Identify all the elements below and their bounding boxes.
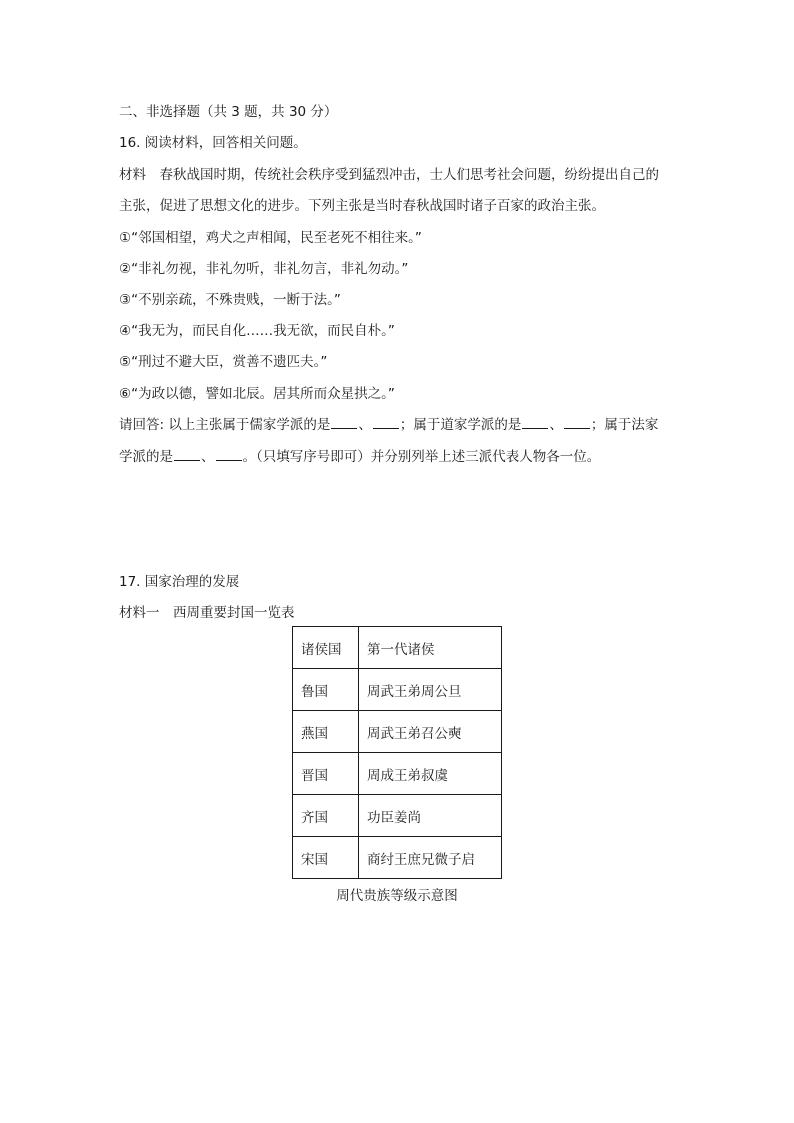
blank-separator: 、 xyxy=(201,449,215,465)
table-cell-state: 齐国 xyxy=(293,795,359,837)
answer-prompt-text: ；属于法家 xyxy=(590,417,659,433)
q16-material-line-2: 主张，促进了思想文化的进步。下列主张是当时春秋战国时诸子百家的政治主张。 xyxy=(119,198,605,214)
table-cell-state: 燕国 xyxy=(293,711,359,753)
q16-item-3: ③“不别亲疏，不殊贵贱，一断于法。” xyxy=(119,292,341,308)
q16-item-6: ⑥“为政以德，譬如北辰。居其所而众星拱之。” xyxy=(119,386,395,402)
answer-prompt-text: ；属于道家学派的是 xyxy=(399,417,522,433)
q17-material-label: 材料一 西周重要封国一览表 xyxy=(119,605,295,621)
blank-separator: 、 xyxy=(549,417,563,433)
table-cell-state: 晋国 xyxy=(293,753,359,795)
table-header-cell: 第一代诸侯 xyxy=(359,627,502,669)
answer-blank[interactable] xyxy=(331,416,357,429)
table-row xyxy=(293,753,502,795)
answer-prompt-text: 请回答: 以上主张属于儒家学派的是 xyxy=(119,417,331,433)
table-cell-lord: 功臣姜尚 xyxy=(359,795,502,837)
answer-blank[interactable] xyxy=(174,448,200,461)
answer-blank[interactable] xyxy=(522,416,548,429)
table-cell-lord: 周成王弟叔虞 xyxy=(359,753,502,795)
figure-caption: 周代贵族等级示意图 xyxy=(336,888,458,904)
answer-blank[interactable] xyxy=(373,416,399,429)
q16-item-1: ①“邻国相望，鸡犬之声相闻，民至老死不相往来。” xyxy=(119,230,422,246)
q16-item-2: ②“非礼勿视，非礼勿听，非礼勿言，非礼勿动。” xyxy=(119,261,409,277)
answer-prompt-text: 。（只填写序号即可）并分别列举上述三派代表人物各一位。 xyxy=(242,449,601,465)
q16-item-4: ④“我无为，而民自化……我无欲，而民自朴。” xyxy=(119,323,395,339)
table-cell-lord: 商纣王庶兄微子启 xyxy=(359,837,502,879)
table-cell-lord: 周武王弟周公旦 xyxy=(359,669,502,711)
table-row xyxy=(293,669,502,711)
q16-answer-prompt-line-1 xyxy=(119,416,658,434)
question-17-title: 17. 国家治理的发展 xyxy=(119,574,240,590)
table-cell-lord: 周武王弟召公奭 xyxy=(359,711,502,753)
q16-answer-prompt-line-2 xyxy=(119,448,600,466)
answer-prompt-text: 学派的是 xyxy=(119,449,173,465)
answer-blank[interactable] xyxy=(564,416,590,429)
table-cell-state: 宋国 xyxy=(293,837,359,879)
table-row xyxy=(293,837,502,879)
fief-states-table xyxy=(292,626,502,879)
table-cell-state: 鲁国 xyxy=(293,669,359,711)
answer-blank[interactable] xyxy=(216,448,242,461)
question-16-title: 16. 阅读材料，回答相关问题。 xyxy=(119,135,307,151)
table-header-row xyxy=(293,627,502,669)
table-row xyxy=(293,795,502,837)
table-row xyxy=(293,711,502,753)
blank-separator: 、 xyxy=(358,417,372,433)
q16-item-5: ⑤“刑过不避大臣，赏善不遗匹夫。” xyxy=(119,354,328,370)
section-heading: 二、非选择题（共 3 题，共 30 分） xyxy=(119,104,338,120)
table-header-cell: 诸侯国 xyxy=(293,627,359,669)
q16-material-line-1: 材料 春秋战国时期，传统社会秩序受到猛烈冲击，士人们思考社会问题，纷纷提出自己的 xyxy=(119,167,659,183)
